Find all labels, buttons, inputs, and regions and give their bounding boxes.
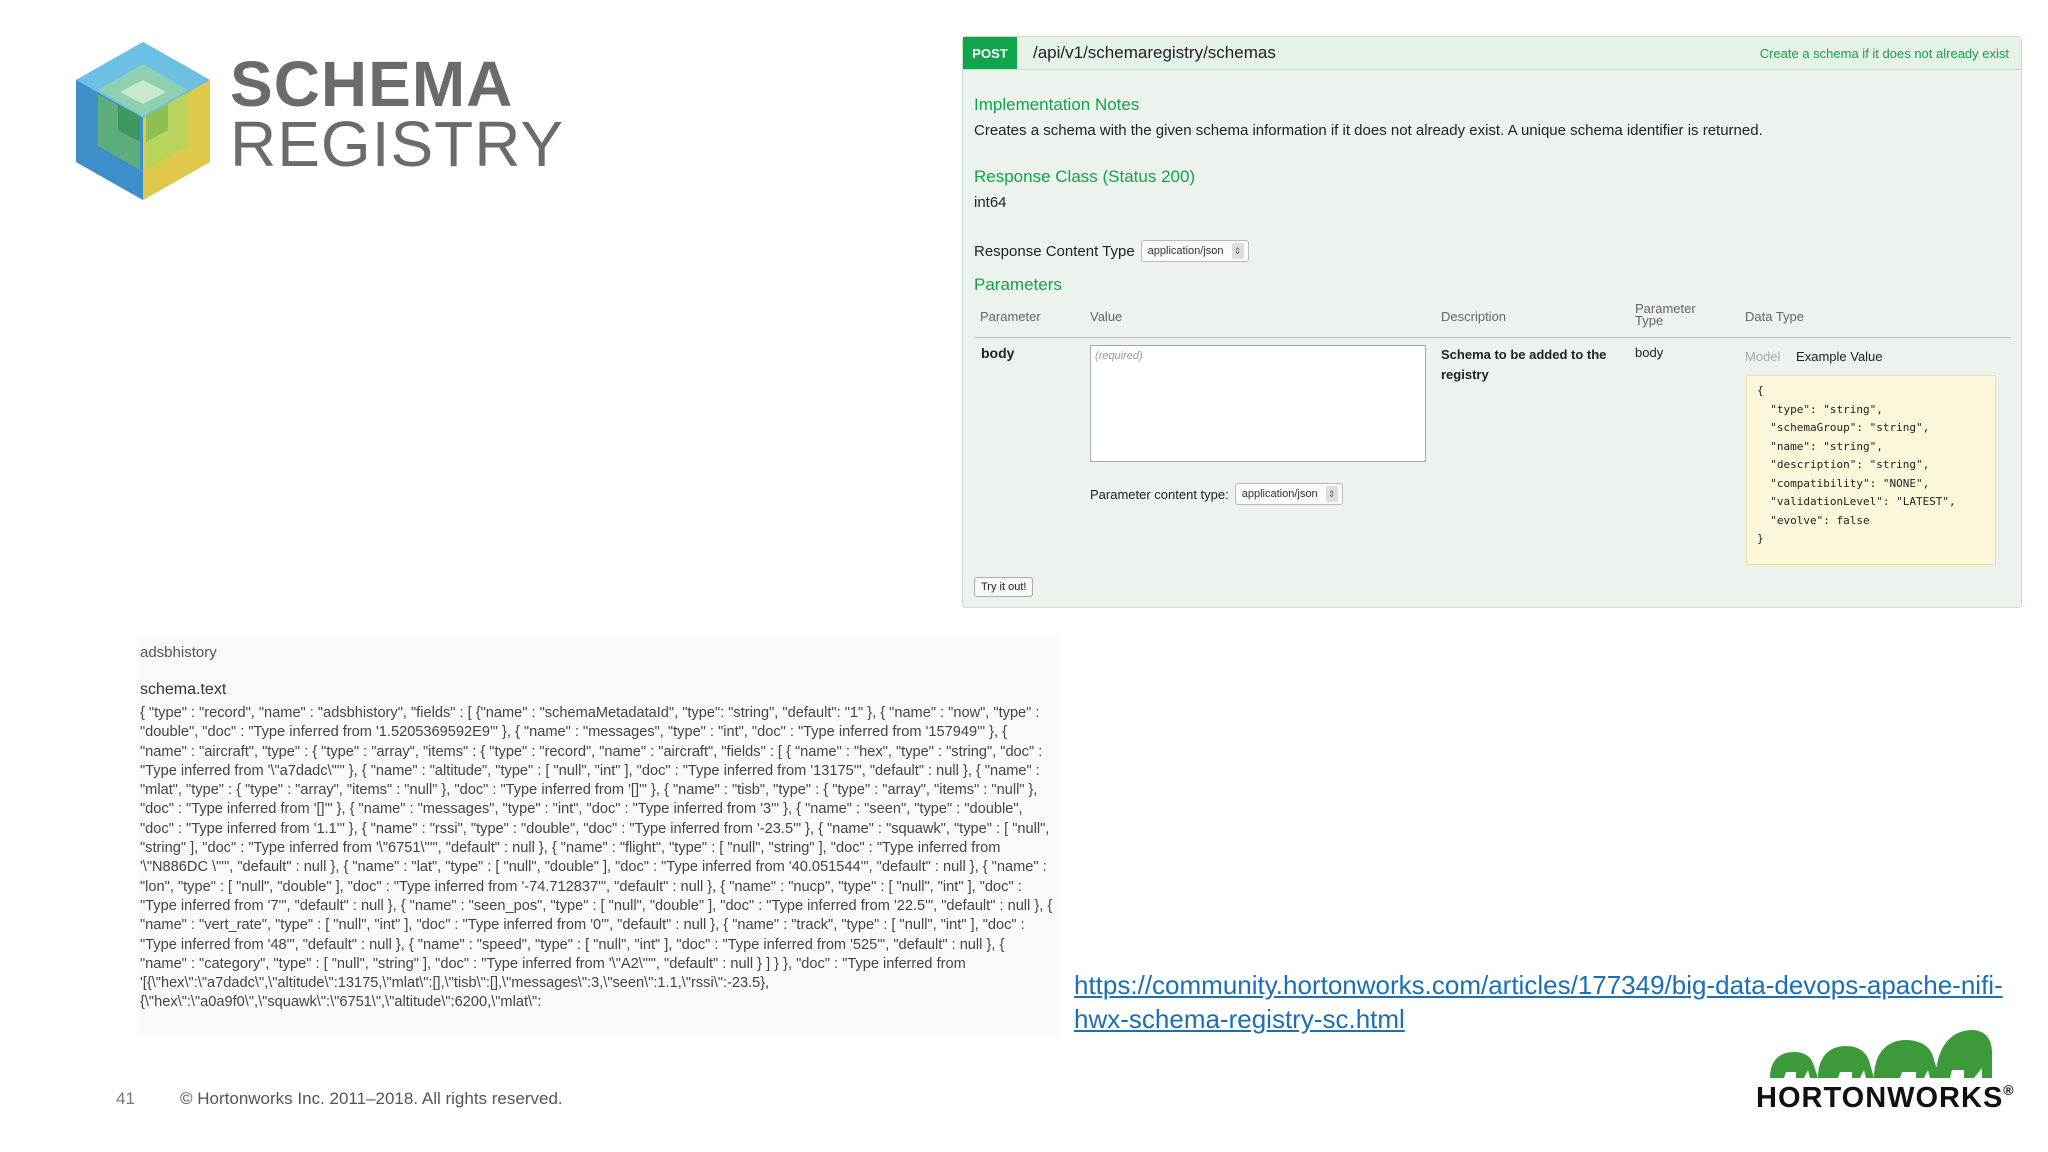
param-content-type-label: Parameter content type: [1090,486,1229,502]
parameters-title: Parameters [974,275,1062,294]
trademark-symbol: ® [2003,1082,2015,1098]
response-content-type-value: application/json [1147,245,1224,257]
logo-line-2: REGISTRY [230,108,564,180]
article-link[interactable]: https://community.hortonworks.com/articles/177349/big-data-devops-apache-nifi-hwx-schema-registry-sc.html [1074,970,2003,1034]
cube-logo-icon [70,38,216,204]
response-class-title: Response Class (Status 200) [974,167,1196,186]
implementation-notes-text: Creates a schema with the given schema information if it does not already exist. A unique schema identifier is returned. [974,122,1763,139]
param-content-type-value: application/json [1241,488,1318,500]
select-arrow-icon: ⇕ [1232,243,1244,259]
hortonworks-logo [1756,1026,2015,1116]
response-content-type-row [974,240,1249,262]
table-divider [974,337,2011,338]
swagger-operation-panel [962,36,2022,608]
param-content-type-row [1090,483,1343,505]
operation-header[interactable] [963,37,2021,70]
hortonworks-wordmark [1756,1082,2015,1115]
param-description: Schema to be added to the registry [1441,347,1607,382]
operation-summary[interactable]: Create a schema if it does not already exist [1759,45,2009,61]
col-parameter: Parameter [980,309,1041,324]
textarea-placeholder: (required) [1095,350,1143,362]
implementation-notes-title: Implementation Notes [974,95,1140,114]
schema-registry-logo [70,38,590,208]
schema-text-panel [138,636,1058,1036]
col-parameter-type: Parameter Type [1635,301,1696,328]
endpoint-path[interactable]: /api/v1/schemaregistry/schemas [1033,43,1276,62]
response-content-type-select[interactable] [1141,240,1249,262]
try-it-out-button[interactable]: Try it out! [974,577,1033,597]
param-name: body [981,345,1015,361]
col-value: Value [1090,309,1123,324]
example-value-tab[interactable]: Example Value [1796,349,1883,364]
http-method-badge[interactable]: POST [963,37,1017,69]
example-value-box[interactable]: { "type": "string", "schemaGroup": "string", "name": "string", "description": "string", "compatibility": "NONE", "validationLevel": "LATEST", "evolve": false } [1746,375,1996,565]
param-type: body [1635,345,1664,360]
col-description: Description [1441,309,1507,324]
col-data-type: Data Type [1745,309,1805,324]
select-arrow-icon: ⇕ [1326,486,1338,502]
schema-text-content: { "type" : "record", "name" : "adsbhistory", "fields" : [ {"name" : "schemaMetadataId", "type": "string", "default": "1" }, { "name" : "now", "type" : "double", "doc" : "Type inferred from '1.5205369592E9'" }, { "name" : "messages", "type" : "int", "doc" : "Type inferred from '157949'" }, { "name" : "aircraft", "type" : { "type" : "array", "items" : { "type" : "record", "name" : "aircraft", "fields" : [ { "name" : "hex", "type" : "string", "doc" : "Type inferred from '\"a7dadc\"'" }, { "name" : "altitude", "type" : [ "null", "int" ], "doc" : "Type inferred from '13175'", "default" : null }, { "name" : "mlat", "type" : { "type" : "array", "items" : "null" }, "doc" : "Type inferred from '[]'" }, { "name" : "tisb", "type" : { "type" : "array", "items" : "null" }, "doc" : "Type inferred from '[]'" }, { "name" : "messages", "type" : "int", "doc" : "Type inferred from '3'" }, { "name" : "seen", "type" : "double", "doc" : "Type inferred from '1.1'" }, { "name" : "rssi", "type" : "double", "doc" : "Type inferred from '-23.5'" }, { "name" : "squawk", "type" : [ "null", "string" ], "doc" : "Type inferred from '\"6751\"'", "default" : null }, { "name" : "flight", "type" : [ "null", "string" ], "doc" : "Type inferred from '\"N886DC \"'", "default" : null }, { "name" : "lat", "type" : [ "null", "double" ], "doc" : "Type inferred from '40.051544'", "default" : null }, { "name" : "lon", "type" : [ "null", "double" ], "doc" : "Type inferred from '-74.712837'", "default" : null }, { "name" : "nucp", "type" : [ "null", "int" ], "doc" : "Type inferred from '7'", "default" : null }, { "name" : "seen_pos", "type" : [ "null", "double" ], "doc" : "Type inferred from '22.5'", "default" : null }, { "name" : "vert_rate", "type" : [ "null", "int" ], "doc" : "Type inferred from '0'", "default" : null }, { "name" : "track", "type" : [ "null", "int" ], "doc" : "Type inferred from '48'", "default" : null }, { "name" : "speed", "type" : [ "null", "int" ], "doc" : "Type inferred from '525'", "default" : null }, { "name" : "category", "type" : [ "null", "string" ], "doc" : "Type inferred from '\"A2\"'", "default" : null } ] } }, "doc" : "Type inferred from '[{\"hex\":\"a7dadc\",\"altitude\":13175,\"mlat\":[],\"tisb\":[],\"messages\":3,\"seen\":1.1,\"rssi\":-23.5},{\"hex\":\"a0a9f0\",\"squawk\":\"6751\",\"altitude\":6200,\"mlat\": [140,705,1053,1011]
model-tab[interactable]: Model [1745,349,1781,364]
model-tabs [1745,349,1883,364]
logo-line-1: SCHEMA [230,48,514,120]
page-number: 41 [116,1089,135,1108]
elephants-icon [1766,1026,1998,1086]
schema-text-label: schema.text [140,681,227,698]
body-value-textarea[interactable] [1090,345,1426,462]
response-class-value: int64 [974,194,1007,211]
copyright-text: © Hortonworks Inc. 2011–2018. All rights reserved. [180,1089,563,1108]
param-content-type-select[interactable] [1235,483,1343,505]
hortonworks-name: HORTONWORKS [1756,1082,2004,1114]
schema-name: adsbhistory [140,644,217,661]
response-content-type-label: Response Content Type [974,242,1135,260]
